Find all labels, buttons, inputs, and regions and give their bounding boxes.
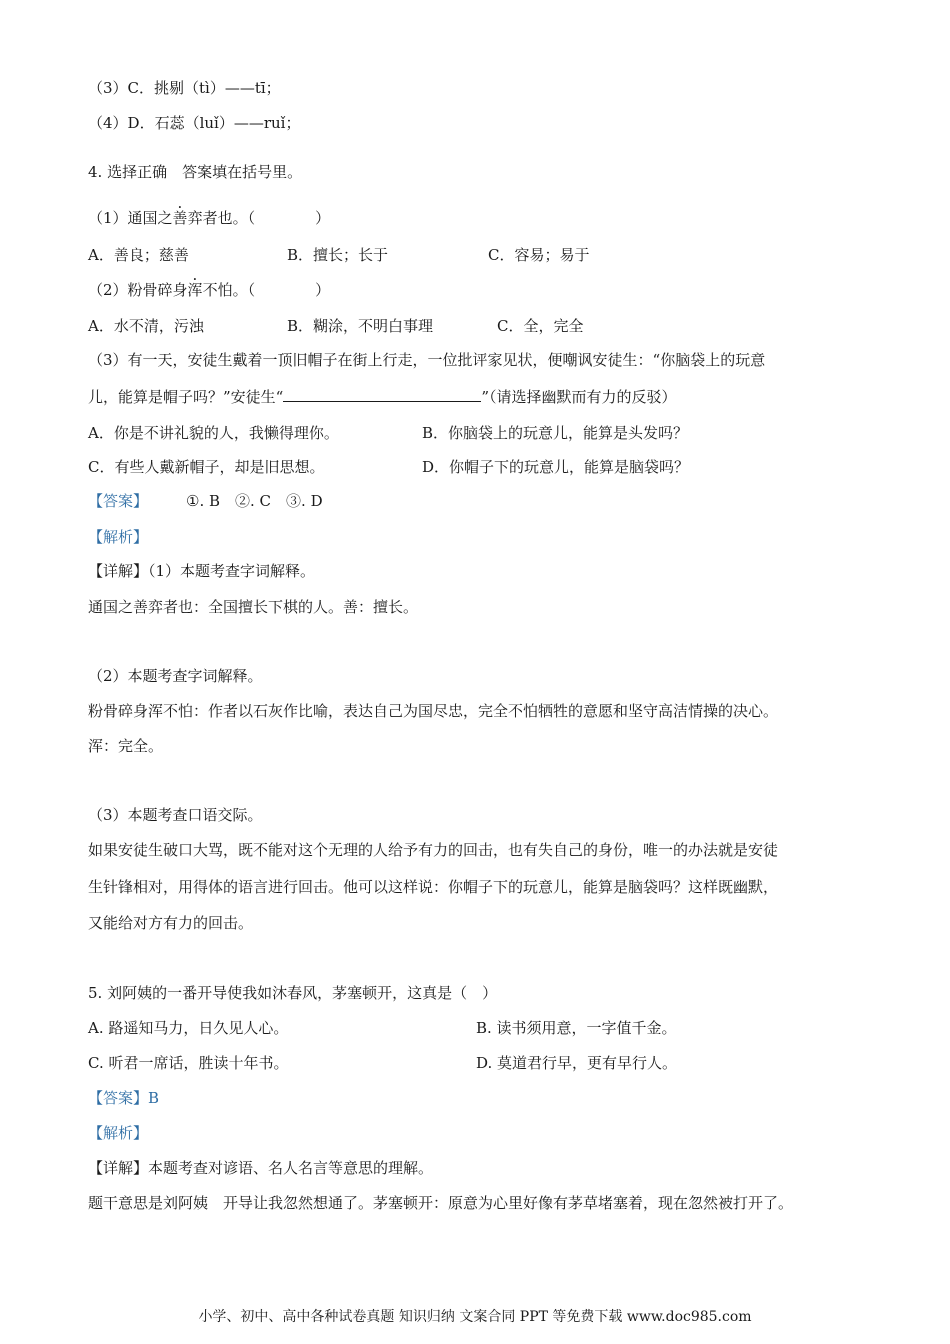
q4-sub3-line2: 儿，能算是帽子吗？”安徒生“ ”（请选择幽默而有力的反驳） bbox=[88, 388, 677, 406]
q4-sub1-option-a: A．善良；慈善 bbox=[88, 246, 189, 264]
q4-detail-3: （3）本题考查口语交际。 bbox=[88, 806, 263, 824]
q4-detail-3c: 生针锋相对，用得体的语言进行回击。他可以这样说：你帽子下的玩意儿，能算是脑袋吗？这样既幽默， bbox=[88, 878, 779, 896]
emphasis-dot-char: 浑 bbox=[187, 281, 203, 299]
q4-detail-1: 【详解】（1）本题考查字词解释。 bbox=[88, 562, 316, 580]
q4-answer: 【答案】 ①. B ②. C ③. D bbox=[88, 492, 323, 510]
q4-sub3-line1: （3）有一天，安徒生戴着一顶旧帽子在街上行走，一位批评家见状，便嘲讽安徒生：“你脑袋上的玩意 bbox=[88, 351, 766, 369]
q5-option-c: C. 听君一席话，胜读十年书。 bbox=[88, 1054, 289, 1072]
q4-stem: 4. 选择正确 答案填在括号里。 bbox=[88, 163, 303, 181]
q4-sub1-option-c: C．容易；易于 bbox=[488, 246, 590, 264]
q4-detail-1b: 通国之善弈者也：全国擅长下棋的人。善：擅长。 bbox=[88, 598, 419, 616]
q5-option-a: A. 路遥知马力，日久见人心。 bbox=[88, 1019, 289, 1037]
q4-detail-3b: 如果安徒生破口大骂，既不能对这个无理的人给予有力的回击，也有失自己的身份，唯一的办法就是安徒 bbox=[88, 841, 779, 859]
q4-detail-3d: 又能给对方有力的回击。 bbox=[88, 914, 254, 932]
q4-sub2: （2）粉骨碎身浑不怕。（ ） bbox=[88, 281, 331, 299]
q4-sub2-option-c: C．全，完全 bbox=[497, 317, 584, 335]
q4-detail-2: （2）本题考查字词解释。 bbox=[88, 667, 263, 685]
q5-option-d: D. 莫道君行早，更有早行人。 bbox=[476, 1054, 678, 1072]
q5-detail-2: 题干意思是刘阿姨 开导让我忽然想通了。茅塞顿开：原意为心里好像有茅草堵塞着，现在忽然被打开了。 bbox=[88, 1194, 794, 1212]
answer-blank bbox=[283, 387, 481, 402]
q5-stem: 5. 刘阿姨的一番开导使我如沐春风，茅塞顿开，这真是（ ） bbox=[88, 984, 498, 1002]
q4-sub2-option-b: B．糊涂，不明白事理 bbox=[287, 317, 434, 335]
q4-analysis-tag: 【解析】 bbox=[88, 528, 149, 546]
q5-detail-1: 【详解】本题考查对谚语、名人名言等意思的理解。 bbox=[88, 1159, 434, 1177]
q5-answer: 【答案】B bbox=[88, 1089, 160, 1107]
page-footer: 小学、初中、高中各种试卷真题 知识归纳 文案合同 PPT 等免费下载 www.doc985.com bbox=[198, 1309, 752, 1325]
q4-sub3-option-a: A．你是不讲礼貌的人，我懒得理你。 bbox=[88, 424, 339, 442]
q4-sub3-option-c: C．有些人戴新帽子，却是旧思想。 bbox=[88, 458, 325, 476]
q4-sub3-option-d: D．你帽子下的玩意儿，能算是脑袋吗？ bbox=[422, 458, 690, 476]
q4-detail-2c: 浑：完全。 bbox=[88, 737, 164, 755]
answer-tag: 【答案】 bbox=[88, 492, 149, 510]
emphasis-dot-char: 善 bbox=[172, 209, 188, 227]
q4-sub3-option-b: B．你脑袋上的玩意儿，能算是头发吗？ bbox=[422, 424, 689, 442]
q5-analysis-tag: 【解析】 bbox=[88, 1124, 149, 1142]
q5-option-b: B. 读书须用意，一字值千金。 bbox=[476, 1019, 677, 1037]
q4-sub1: （1）通国之善弈者也。（ ） bbox=[88, 209, 331, 227]
q4-sub1-option-b: B．擅长；长于 bbox=[287, 246, 389, 264]
q3-item-3: （3）C．挑剔（tì）——tī； bbox=[88, 79, 281, 97]
q4-detail-2b: 粉骨碎身浑不怕：作者以石灰作比喻，表达自己为国尽忠，完全不怕牺牲的意愿和坚守高洁情操的决心。 bbox=[88, 702, 779, 720]
q4-sub2-option-a: A．水不清，污浊 bbox=[88, 317, 204, 335]
q3-item-4: （4）D．石蕊（luǐ）——ruǐ； bbox=[88, 114, 301, 132]
